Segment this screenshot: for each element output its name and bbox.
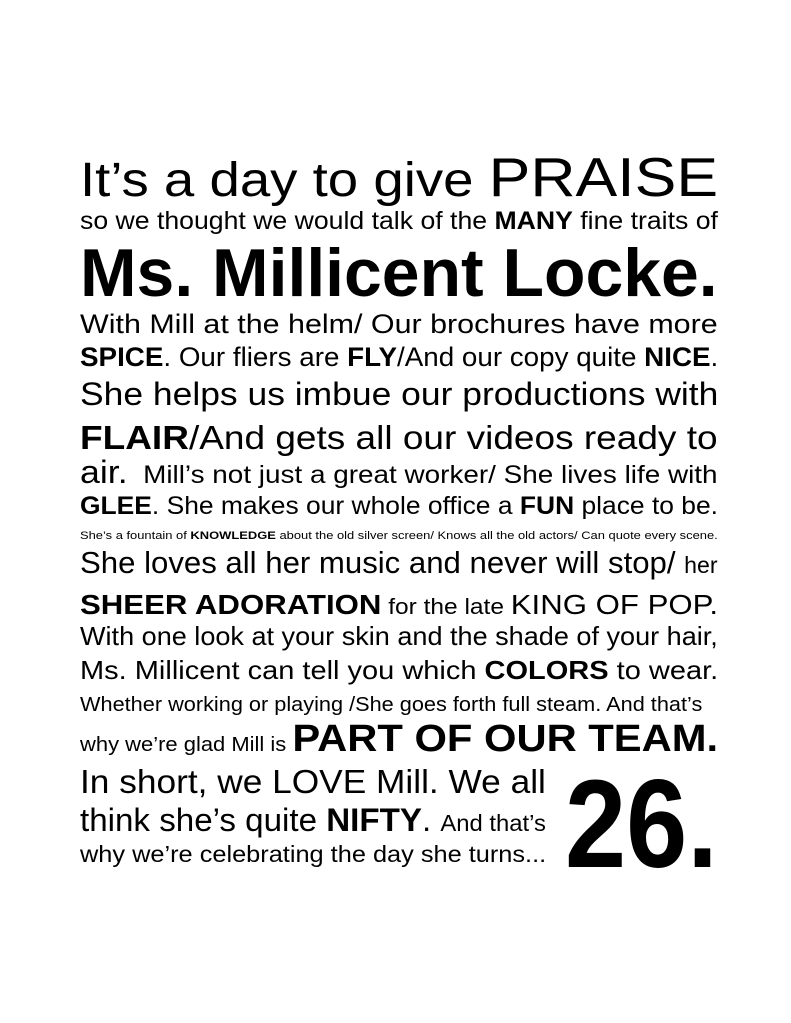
emphasis-text: NICE (644, 341, 711, 372)
poem-line (80, 308, 718, 339)
body-text: think she’s quite (80, 801, 327, 838)
poem-line (80, 840, 547, 867)
emphasis-text: SPICE (80, 341, 164, 372)
emphasis-text: FLY (347, 341, 398, 372)
body-text: . Our fliers are (163, 341, 348, 372)
poem-line (80, 145, 719, 208)
body-text: so we thought we would talk of the (80, 207, 495, 236)
poem-line (80, 454, 718, 491)
body-text: fine traits of (572, 207, 718, 236)
body-text: about the old silver screen/ Knows all the old actors/ Can quote every scene. (275, 530, 718, 543)
body-text: With one look at your skin and the shade of your hair, (80, 621, 718, 652)
body-text: . (710, 341, 719, 372)
poem-line (80, 695, 702, 715)
poem-line (80, 718, 719, 761)
body-text: Mill’s not just a great worker/ She lives life with (127, 461, 718, 490)
body-text: to wear. (608, 655, 719, 686)
emphasis-text: COLORS (484, 655, 609, 686)
poem-line (80, 621, 718, 652)
emphasis-text: MANY (494, 207, 573, 236)
emphasis-text: NIFTY (326, 801, 422, 838)
body-text: her (684, 551, 718, 578)
age-number: 26. (565, 755, 718, 895)
body-text: She loves all her music and never will stop/ (80, 544, 685, 580)
body-text: for the late (381, 593, 511, 619)
body-text: /And gets all our videos ready to (188, 418, 718, 456)
body-text: She’s a fountain of (80, 530, 191, 543)
emphasis-text: SHEER ADORATION (80, 588, 382, 620)
body-text: In short, we (80, 762, 273, 800)
body-text: And that’s (440, 809, 546, 836)
body-text: why we’re glad Mill is (80, 734, 293, 757)
body-text: Mill. We all (366, 762, 546, 800)
body-text: It’s a day to give (80, 153, 489, 207)
poem-line (80, 762, 546, 800)
emphasis-text: GLEE (80, 492, 152, 521)
poem-line (80, 544, 718, 580)
body-text: why we’re celebrating the day she turns... (80, 840, 547, 867)
poem-line (80, 209, 718, 234)
emphasis-text: FLAIR (80, 418, 189, 456)
poem-line (80, 341, 719, 372)
body-text: /And our copy quite (397, 341, 645, 372)
body-text: . She makes our whole office a (151, 492, 520, 521)
poem-line (80, 418, 718, 456)
poem-line (80, 655, 719, 686)
body-text: LOVE (272, 762, 367, 800)
poem-line (80, 375, 719, 412)
body-text: With Mill at the helm/ Our brochures have more (80, 308, 718, 339)
body-text: . (709, 588, 719, 620)
body-text: She helps us imbue our productions with (80, 375, 719, 412)
body-text: air. (80, 454, 128, 491)
body-text: KING OF POP (510, 588, 710, 620)
poem-line (80, 531, 718, 542)
emphasis-text: FUN (519, 492, 575, 521)
poem-line (80, 588, 719, 620)
poem-line (80, 494, 718, 519)
poster (80, 0, 718, 1023)
body-text: PRAISE (488, 145, 719, 208)
body-text: Whether working or playing /She goes forth full steam. And that’s (80, 694, 703, 717)
emphasis-text: PART OF OUR TEAM. (292, 718, 719, 761)
body-text: place to be. (574, 492, 719, 521)
poem-line (80, 235, 718, 312)
body-text: Ms. Millicent can tell you which (80, 655, 485, 686)
poem-line (80, 801, 546, 838)
body-text: . (421, 801, 441, 838)
emphasis-text: Ms. Millicent Locke. (80, 235, 718, 312)
emphasis-text: KNOWLEDGE (190, 530, 276, 543)
